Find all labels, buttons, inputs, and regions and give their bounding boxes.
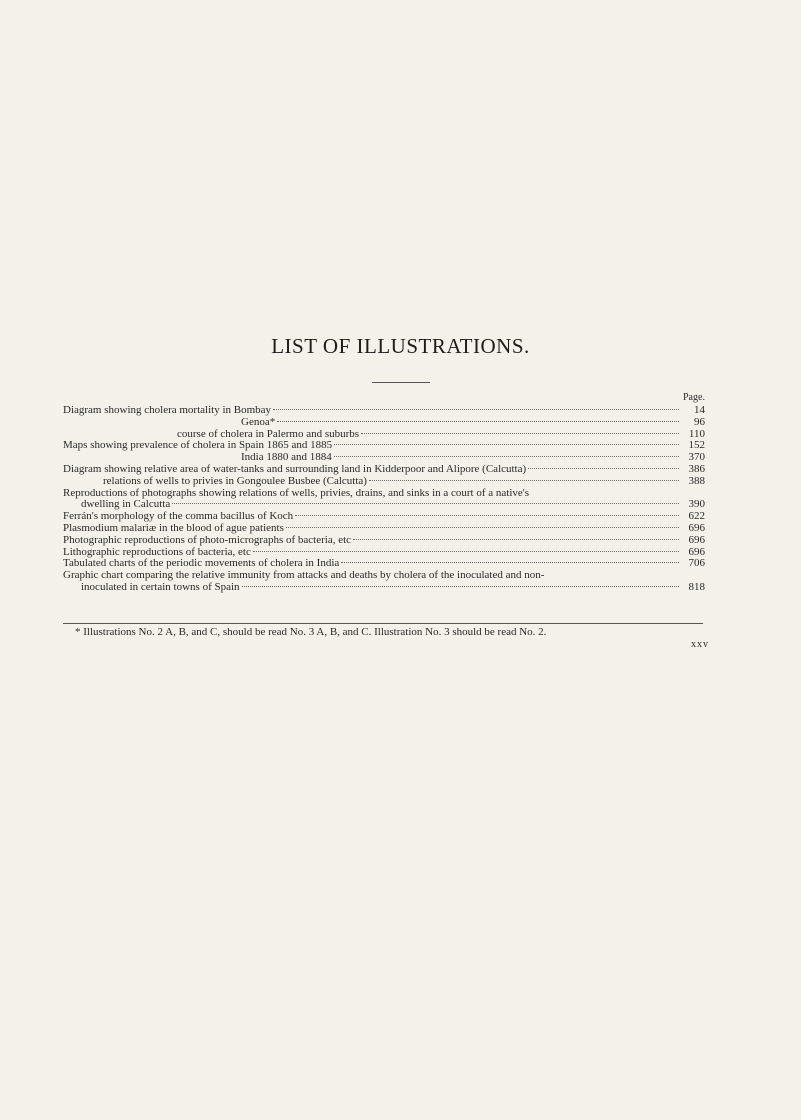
dot-leader — [286, 527, 679, 528]
entry-page-number: 622 — [688, 510, 705, 523]
entry-label: Tabulated charts of the periodic movements of cholera in India — [63, 557, 340, 570]
list-item — [63, 476, 705, 488]
entry-page-number: 696 — [688, 533, 705, 546]
list-item — [63, 535, 705, 547]
entry-page-number: 696 — [688, 545, 705, 558]
entry-label: Maps showing prevalence of cholera in Spain 1865 and 1885 — [63, 439, 333, 452]
entry-page-number: 818 — [688, 580, 705, 593]
entry-label: Lithographic reproductions of bacteria, etc — [63, 545, 251, 558]
entry-label: Plasmodium malariæ in the blood of ague patients — [63, 521, 284, 534]
entry-page-number: 96 — [694, 415, 705, 428]
dot-leader — [528, 468, 679, 469]
page-title: LIST OF ILLUSTRATIONS. — [271, 334, 530, 358]
dot-leader — [253, 551, 679, 552]
entry-label: Graphic chart comparing the relative immunity from attacks and deaths by cholera of the inoculated and non- — [63, 569, 545, 582]
list-item — [63, 464, 705, 476]
page-column-heading: Page. — [683, 392, 705, 403]
dot-leader — [341, 562, 679, 563]
entry-page-number: 706 — [688, 557, 705, 570]
entry-label: inoculated in certain towns of Spain — [81, 580, 240, 593]
entry-page-number: 370 — [688, 451, 705, 464]
dot-leader — [277, 421, 679, 422]
list-item — [63, 440, 705, 452]
entry-label: Diagram showing cholera mortality in Bombay — [63, 404, 272, 416]
entry-label: course of cholera in Palermo and suburbs — [177, 427, 360, 440]
entry-page-number: 386 — [688, 462, 705, 475]
entry-page-number: 110 — [688, 427, 705, 440]
entry-page-number: 388 — [688, 474, 705, 487]
dot-leader — [242, 586, 679, 587]
entry-label: Ferrán's morphology of the comma bacillus of Koch — [63, 510, 294, 523]
entry-label: dwelling in Calcutta — [81, 498, 171, 511]
list-item — [63, 405, 705, 417]
list-item — [63, 417, 705, 429]
dot-leader — [353, 539, 679, 540]
illustrations-list — [63, 405, 705, 594]
entry-label: Genoa* — [241, 415, 276, 428]
entry-page-number: 390 — [688, 498, 705, 511]
dot-leader — [361, 433, 679, 434]
footnote-divider — [63, 623, 703, 624]
entry-page-number: 696 — [688, 521, 705, 534]
entry-page-number: 152 — [688, 439, 705, 452]
dot-leader — [334, 444, 679, 445]
footnote: * Illustrations No. 2 A, B, and C, should be read No. 3 A, B, and C. Illustration No. 3 should be read No. 2. — [75, 626, 547, 638]
entry-label: Diagram showing relative area of water-tanks and surrounding land in Kidderpoor and Alipore (Calcutta) — [63, 462, 527, 475]
entry-label: India 1880 and 1884 — [241, 451, 332, 464]
list-item — [63, 523, 705, 535]
dot-leader — [172, 503, 679, 504]
entry-page-number: 14 — [694, 404, 705, 416]
list-item — [63, 582, 705, 594]
title-divider — [372, 382, 430, 383]
dot-leader — [273, 409, 679, 410]
entry-label: relations of wells to privies in Gongoulee Busbee (Calcutta) — [103, 474, 367, 487]
page-folio: xxv — [691, 639, 709, 650]
dot-leader — [369, 480, 679, 481]
entry-label: Photographic reproductions of photo-micrographs of bacteria, etc — [63, 533, 352, 546]
dot-leader — [334, 456, 679, 457]
entry-label: Reproductions of photographs showing relations of wells, privies, drains, and sinks in a court of a native's — [63, 486, 530, 499]
dot-leader — [295, 515, 679, 516]
